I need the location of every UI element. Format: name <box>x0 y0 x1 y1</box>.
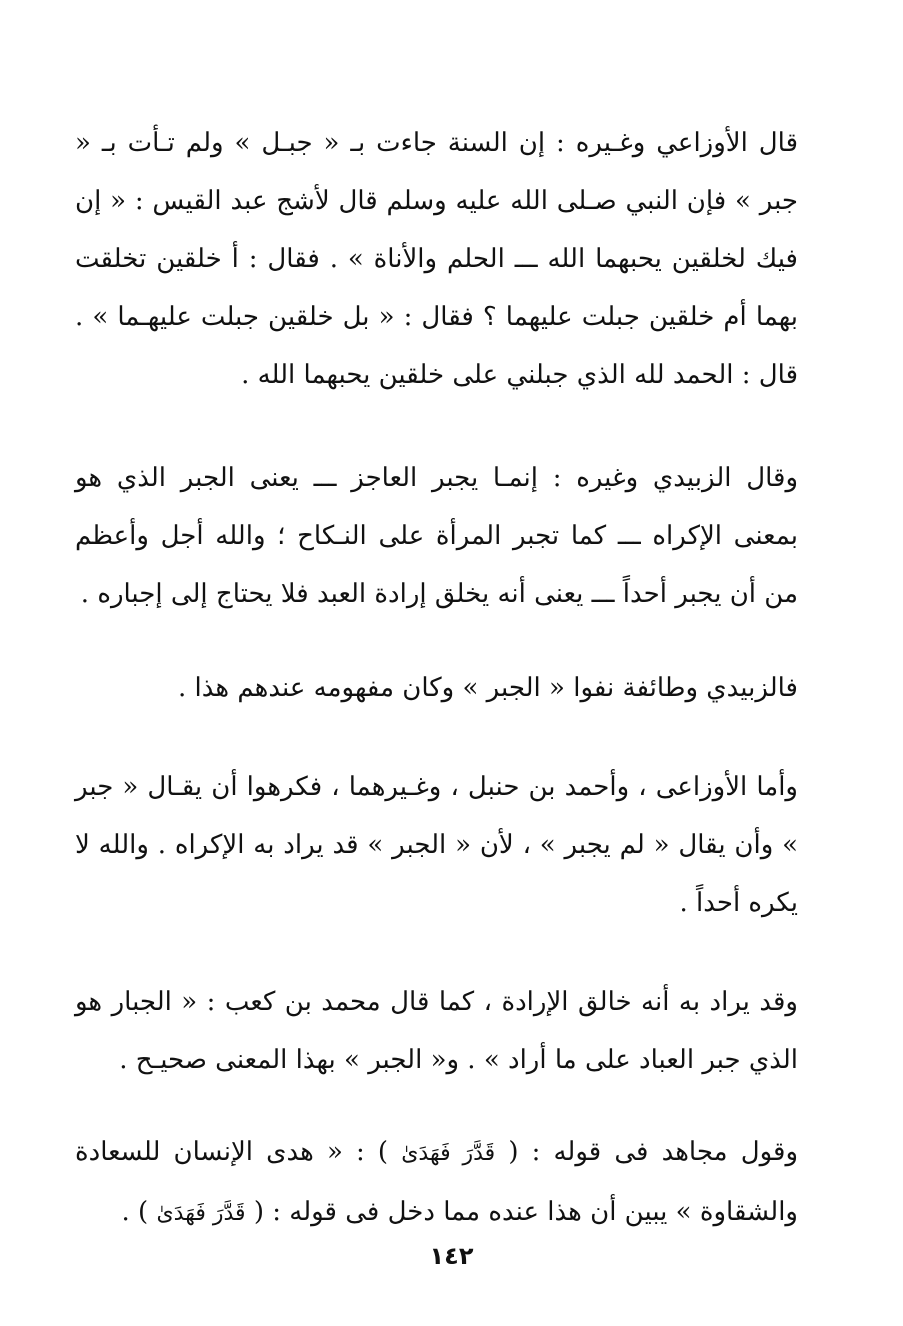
paragraph-awzai-ahmad: وأما الأوزاعى ، وأحمد بن حنبل ، وغـيرهما ، فكرهوا أن يقـال « جبر » وأن يقال « لم يجبر » ، لأن « الجبر » قد يراد به الإكراه . والله لا يكره أحداً . <box>75 772 798 918</box>
mujahid-text-part3: ) . <box>121 1197 149 1227</box>
paragraph-awzai-jabal: قال الأوزاعي وغـيره : إن السنة جاءت بـ « جبـل » ولم تـأت بـ « جبر » فإن النبي صـلى الله عليه وسلم قال لأشج عبد القيس : « إن فيك لخلقين يحبهما الله ـــ الحلم والأناة » . فقال : أ خلقين تخلقت بهما أم خلقين جبلت عليهما ؟ فقال : « بل خلقين جبلت عليهـما » . قال : الحمد لله الذي جبلني على خلقين يحبهما الله . <box>75 128 798 390</box>
mujahid-text-part2: ) : « هدى الإنسان للسعادة والشقاوة » يبين أن هذا عنده مما دخل فى قوله : ( <box>75 1137 798 1227</box>
quran-verse-1: قَدَّرَ فَهَدَىٰ <box>401 1141 496 1166</box>
paragraph-mujahid <box>75 1123 798 1243</box>
page-number: ١٤٢ <box>429 1242 474 1270</box>
paragraph-muhammad-ibn-kab: وقد يراد به أنه خالق الإرادة ، كما قال محمد بن كعب : « الجبار هو الذي جبر العباد على ما أراد » . و« الجبر » بهذا المعنى صحيـح . <box>75 987 798 1075</box>
paragraph-zubaydi-summary: فالزبيدي وطائفة نفوا « الجبر » وكان مفهومه عندهم هذا . <box>177 673 798 703</box>
mujahid-text-part1: وقول مجاهد فى قوله : ( <box>508 1137 799 1167</box>
paragraph-zubaydi: وقال الزبيدي وغيره : إنمـا يجبر العاجز ـــ يعنى الجبر الذي هو بمعنى الإكراه ـــ كما تجبر المرأة على النـكاح ؛ والله أجل وأعظم من أن يجبر أحداً ـــ يعنى أنه يخلق إرادة العبد فلا يحتاج إلى إجباره . <box>75 463 798 609</box>
quran-verse-2: قَدَّرَ فَهَدَىٰ <box>156 1201 246 1226</box>
